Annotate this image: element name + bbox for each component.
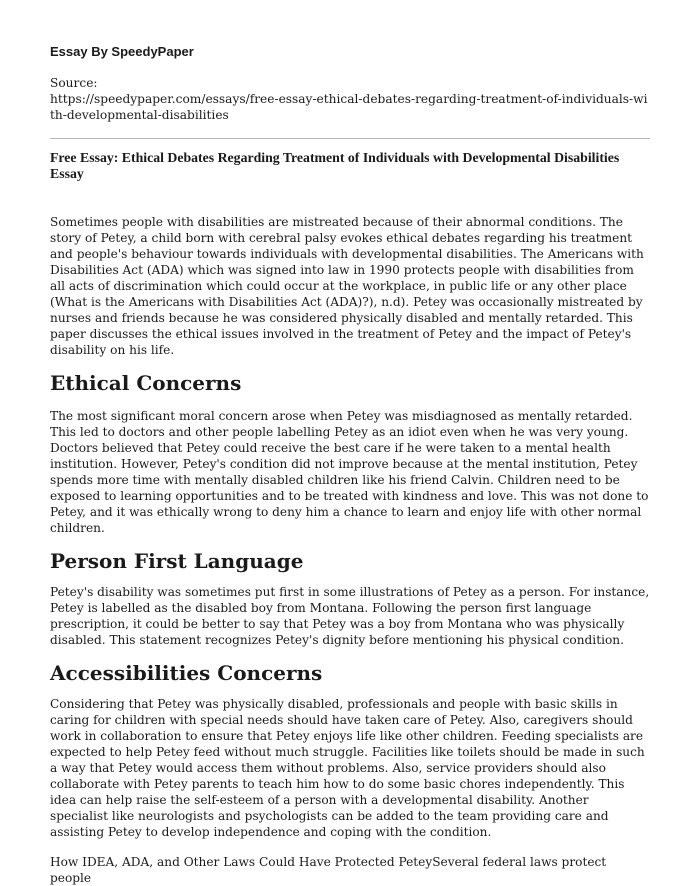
section-paragraph-person-first-language: Petey's disability was sometimes put first in some illustrations of Petey as a person. For instance, Petey is labelled as the disabled boy from Montana. Following the person first language prescription, it could be better to say that Petey was a boy from Montana who was physically disabled. This statement recognizes Petey's dignity before mentioning his physical condition. xyxy=(50,585,650,647)
section-paragraph-ethical-concerns: The most significant moral concern arose when Petey was misdiagnosed as mentally retarded. This led to doctors and other people labelling Petey as an idiot even when he was very young. Doctors believed that Petey could receive the best care if he were taken to a mental health institution. However, Petey's condition did not improve because at the mental institution, Petey spends more time with mentally disabled children like his friend Calvin. Children need to be exposed to learning opportunities and to be treated with kindness and love. This was not done to Petey, and it was ethically wrong to deny him a chance to learn and enjoy life with other normal children. xyxy=(50,409,649,535)
brand-title: Essay By SpeedyPaper xyxy=(50,44,194,59)
essay-body xyxy=(50,214,650,886)
source-label: Source: xyxy=(50,76,98,90)
section-heading-accessibilities-concerns: Accessibilities Concerns xyxy=(50,661,323,685)
trailing-paragraph: How IDEA, ADA, and Other Laws Could Have Protected PeteySeveral federal laws protect people xyxy=(50,855,607,885)
source-block xyxy=(50,75,650,123)
section-heading-person-first-language: Person First Language xyxy=(50,549,304,573)
section-heading-ethical-concerns: Ethical Concerns xyxy=(50,371,242,395)
essay-title: Free Essay: Ethical Debates Regarding Treatment of Individuals with Developmental Disabilities Essay xyxy=(50,150,620,181)
header-divider xyxy=(50,138,650,139)
source-url[interactable]: https://speedypaper.com/essays/free-essay-ethical-debates-regarding-treatment-of-individuals-with-developmental-disabilities xyxy=(50,92,648,122)
section-paragraph-accessibilities-concerns: Considering that Petey was physically disabled, professionals and people with basic skills in caring for children with special needs should have taken care of Petey. Also, caregivers should work in collaboration to ensure that Petey enjoys life like other children. Feeding specialists are expected to help Petey feed without much struggle. Facilities like toilets should be made in such a way that Petey would access them without problems. Also, service providers should also collaborate with Petey parents to teach him how to do some basic chores independently. This idea can help raise the self-esteem of a person with a developmental disability. Another specialist like neurologists and psychologists can be added to the team providing care and assisting Petey to develop independence and coping with the condition. xyxy=(50,697,645,839)
intro-paragraph: Sometimes people with disabilities are mistreated because of their abnormal conditions. The story of Petey, a child born with cerebral palsy evokes ethical debates regarding his treatment and people's behaviour towards individuals with developmental disabilities. The Americans with Disabilities Act (ADA) which was signed into law in 1990 protects people with disabilities from all acts of discrimination which could occur at the workplace, in public life or any other place (What is the Americans with Disabilities Act (ADA)?), n.d). Petey was occasionally mistreated by nurses and friends because he was considered physically disabled and mentally retarded. This paper discusses the ethical issues involved in the treatment of Petey and the impact of Petey's disability on his life. xyxy=(50,215,644,357)
